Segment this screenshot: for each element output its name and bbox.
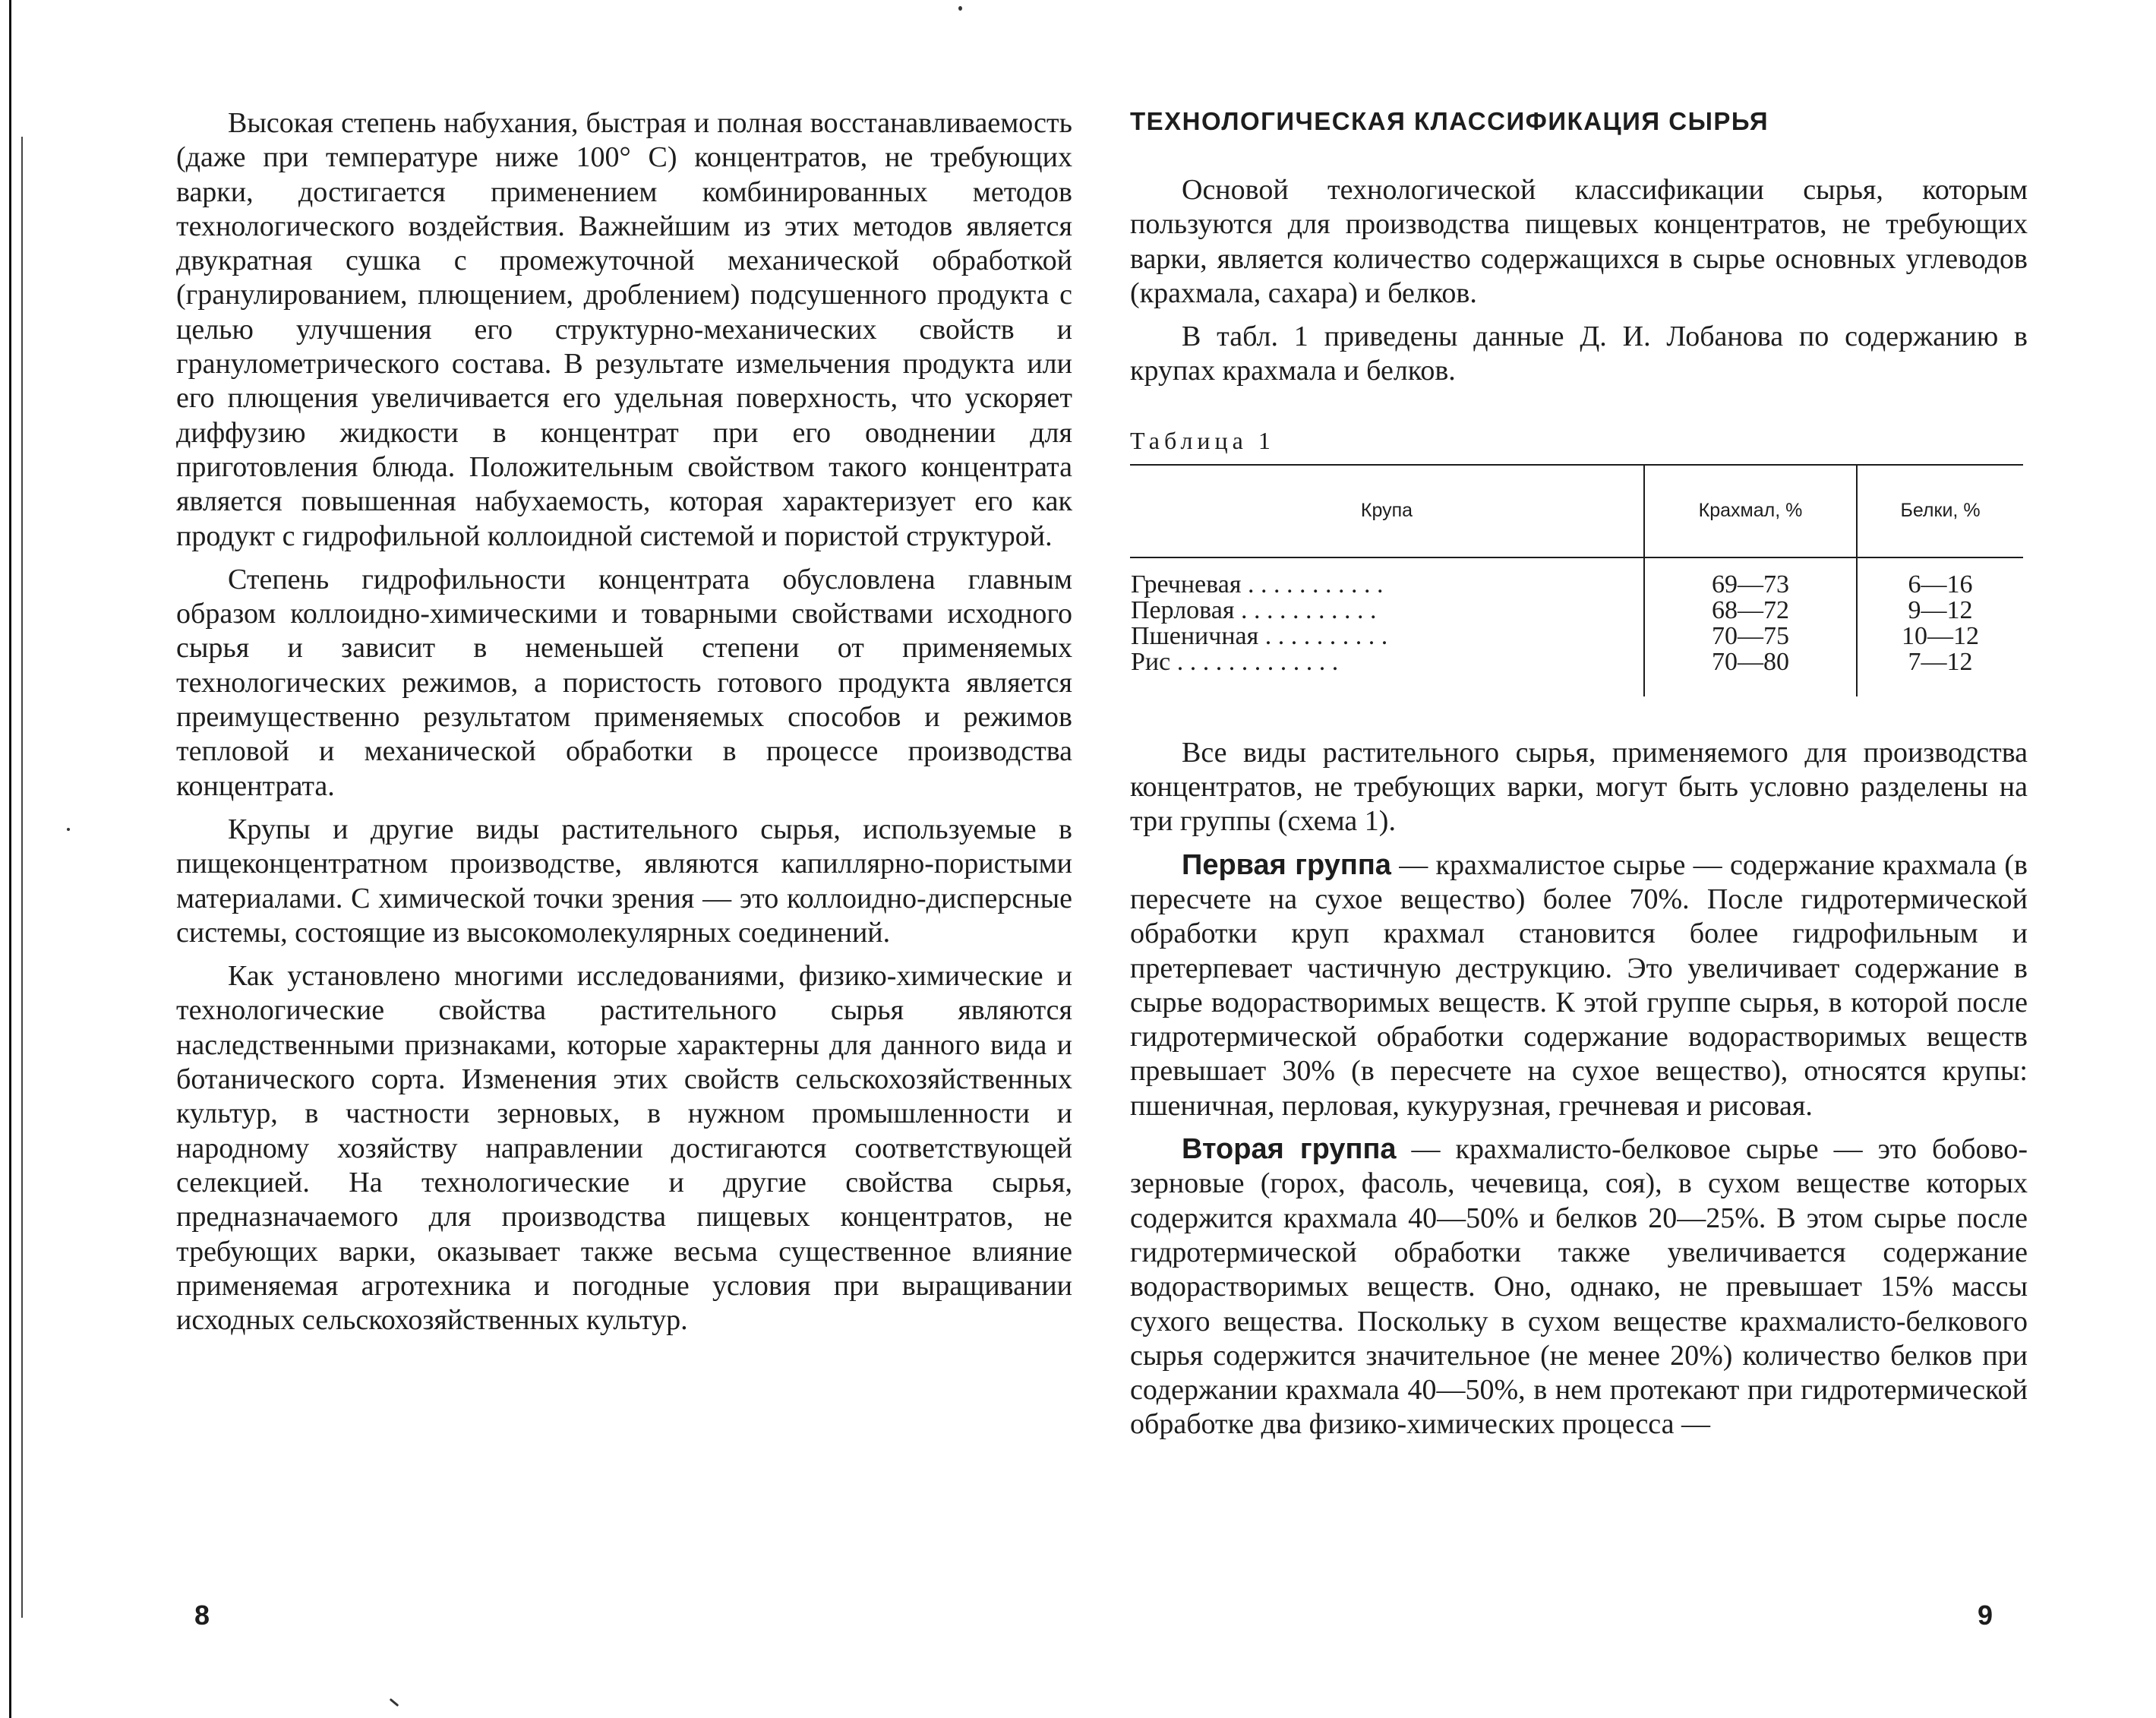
groups-intro-paragraph: Все виды растительного сырья, применяемого для производства концентратов, не требующих варки, могут быть условно разделены на три группы (схема 1). xyxy=(1130,736,2028,838)
starch-value: 70—80 xyxy=(1712,647,1789,676)
scan-speck xyxy=(390,1698,399,1707)
grain-name: Рис . . . . . . . . . . . . . xyxy=(1131,649,1339,675)
group1-lead: Первая группа xyxy=(1182,848,1391,881)
starch-values-cell xyxy=(1644,557,1857,696)
table-caption: Таблица 1 xyxy=(1130,426,1275,454)
group2-lead: Вторая группа xyxy=(1182,1133,1397,1166)
starch-value: 68—72 xyxy=(1712,595,1789,624)
starch-value: 70—75 xyxy=(1712,621,1789,650)
table-header-starch: Крахмал, % xyxy=(1644,465,1857,557)
grain-name: Перловая . . . . . . . . . . . xyxy=(1131,597,1377,624)
left-paragraph-3: Крупы и другие виды растительного сырья, используемые в пищеконцентратном производстве, являются капиллярно-пористыми материалами. С химической точки зрения — это коллоидно-дисперсные системы, состоящие из высокомолекулярных соединений. xyxy=(176,813,1072,949)
book-spine-edge xyxy=(9,0,11,1718)
grain-name: Пшеничная . . . . . . . . . . xyxy=(1131,623,1388,649)
left-paragraph-2: Степень гидрофильности концентрата обусловлена главным образом коллоидно-химическими и товарными свойствами исходного сырья и зависит в неменьшей степени от применяемых технологических режимов, а пористость готового продукта является преимущественно результатом применяемых способов и режимов тепловой и механической обработки в процессе производства концентрата. xyxy=(176,563,1072,802)
table-header-protein: Белки, % xyxy=(1857,465,2023,557)
right-page-number: 9 xyxy=(1978,1600,1993,1631)
scan-speck xyxy=(67,828,70,831)
protein-value: 9—12 xyxy=(1908,595,1973,624)
left-page-number: 8 xyxy=(194,1600,210,1631)
grain-name: Гречневая . . . . . . . . . . . xyxy=(1131,571,1384,598)
grain-names-cell xyxy=(1130,557,1644,696)
protein-values-cell xyxy=(1857,557,2023,696)
intro-paragraph-1: Основой технологической классификации сырья, которым пользуются для производства пищевых концентратов, не требующих варки, является количество содержащихся в сырье основных углеводов (крахмала, сахара) и белков. xyxy=(1130,174,2028,309)
left-page xyxy=(176,106,1072,1347)
group1-paragraph xyxy=(1130,848,2028,1123)
table-header-grain: Крупа xyxy=(1130,465,1644,557)
protein-value: 7—12 xyxy=(1908,647,1973,676)
group2-paragraph xyxy=(1130,1132,2028,1442)
left-paragraph-1: Высокая степень набухания, быстрая и полная восстанавливаемость (даже при температуре ниже 100° С) концентратов, не требующих варки, достигается применением комбинированных методов технологического воздействия. Важнейшим из этих методов является двукратная сушка с промежуточной механической обработкой (гранулированием, плющением, дроблением) подсушенного продукта с целью улучшения его структурно-механических свойств и гранулометрического состава. В результате измельчения продукта или его плющения увеличивается его удельная поверхность, что ускоряет диффузию жидкости в концентрат при его оводнении для приготовления блюда. Положительным свойством такого концентрата является повышенная набухаемость, которая характеризует его как продукт с гидрофильной коллоидной системой и пористой структурой. xyxy=(176,107,1072,552)
starch-value: 69—73 xyxy=(1712,570,1789,598)
section-heading: ТЕХНОЛОГИЧЕСКАЯ КЛАССИФИКАЦИЯ СЫРЬЯ xyxy=(1130,107,1769,135)
starch-protein-table xyxy=(1130,464,2023,696)
protein-value: 6—16 xyxy=(1908,570,1973,598)
intro-paragraph-2: В табл. 1 приведены данные Д. И. Лобанова по содержанию в крупах крахмала и белков. xyxy=(1130,321,2028,387)
scan-speck xyxy=(958,6,962,11)
protein-value: 10—12 xyxy=(1902,621,1979,650)
group1-text: — крахмалистое сырье — содержание крахмала (в пересчете на сухое вещество) более 70%. После гидротермической обработки круп крахмал становится более гидрофильным и претерпевает частичную деструкцию. Это увеличивает содержание в сырье водорастворимых веществ. К этой группе сырья, в которой после гидротермической обработки содержание водорастворимых веществ превышает 30% (в пересчете на сухое вещество), относятся крупы: пшеничная, перловая, кукурузная, гречневая и рисовая. xyxy=(1130,848,2028,1122)
group2-text: — крахмалисто-белковое сырье — это бобово-зерновые (горох, фасоль, чечевица, соя), в сухом веществе которых содержится крахмала 40—50% и белков 20—25%. В этом сырье после гидротермической обработки также увеличивается содержание водорастворимых веществ. Оно, однако, не превышает 15% массы сухого вещества. Поскольку в сухом веществе крахмалисто-белкового сырья содержится значительное (не менее 20%) количество белков при содержании крахмала 40—50%, в нем протекают при гидротермической обработке два физико-химических процесса — xyxy=(1130,1133,2028,1441)
table-body-row xyxy=(1130,557,2023,696)
left-paragraph-4: Как установлено многими исследованиями, физико-химические и технологические свойства растительного сырья являются наследственными признаками, которые характерны для данного вида и ботанического сорта. Изменения этих свойств сельскохозяйственных культур, в частности зерновых, в нужном промышленности и народному хозяйству направлении достигаются соответствующей селекцией. На технологические и другие свойства сырья, предназначаемого для производства пищевых концентратов, не требующих варки, оказывает также весьма существенное влияние применяемая агротехника и погодные условия при выращивании исходных сельскохозяйственных культур. xyxy=(176,960,1072,1337)
book-spine-shadow xyxy=(21,137,23,1618)
right-page xyxy=(1130,106,2028,1451)
